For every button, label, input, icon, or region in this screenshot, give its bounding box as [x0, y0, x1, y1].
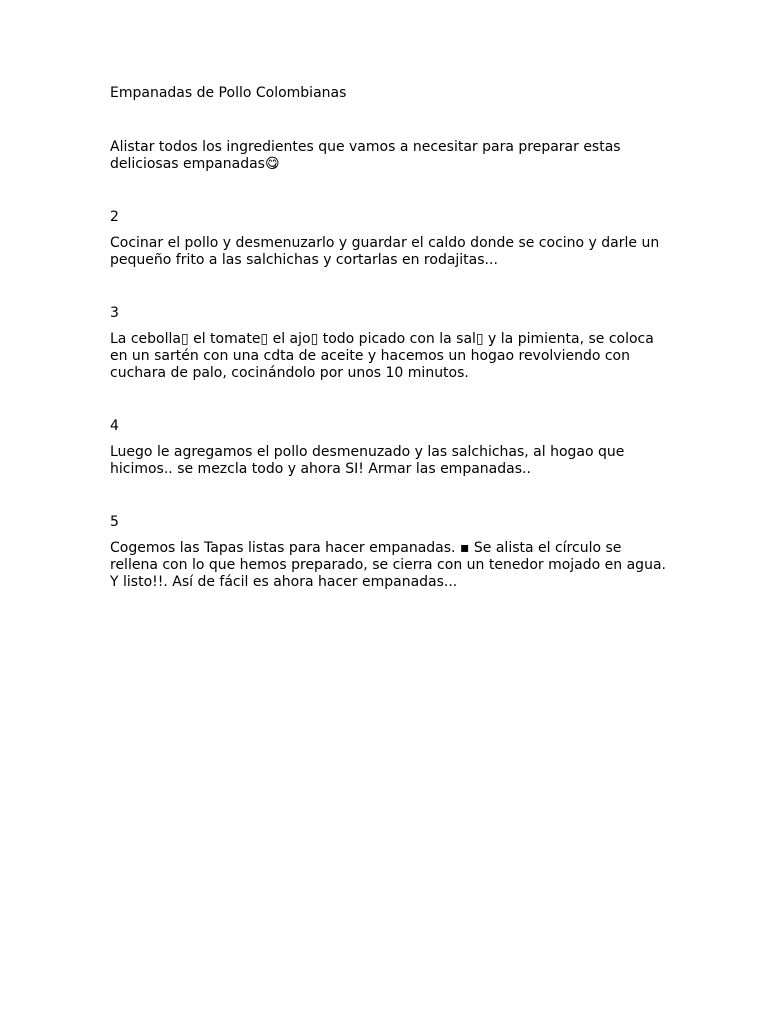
step-text: La cebolla▯ el tomate▯ el ajo▯ todo picado con la sal▯ y la pimienta, se coloca en un sartén con una cdta de aceite y hacemos un hogao revolviendo con cuchara de palo, cocinándolo por unos 10 minutos. [110, 331, 654, 381]
step-number: 3 [110, 305, 119, 321]
recipe-step-5 [110, 514, 670, 591]
step-number: 2 [110, 209, 119, 225]
step-text: Cogemos las Tapas listas para hacer empanadas. ▪ Se alista el círculo se rellena con lo que hemos preparado, se cierra con un tenedor mojado en agua. Y listo!!. Así de fácil es ahora hacer empanadas... [110, 540, 666, 590]
intro-paragraph: Alistar todos los ingredientes que vamos a necesitar para preparar estas deliciosas empanadas😋 [110, 139, 621, 172]
step-number: 4 [110, 418, 119, 434]
recipe-step-4 [110, 418, 670, 478]
recipe-step-3 [110, 305, 670, 382]
document-page [110, 85, 670, 591]
document-title: Empanadas de Pollo Colombianas [110, 85, 347, 101]
step-text: Luego le agregamos el pollo desmenuzado y las salchichas, al hogao que hicimos.. se mezcla todo y ahora SI! Armar las empanadas.. [110, 444, 625, 477]
step-text: Cocinar el pollo y desmenuzarlo y guardar el caldo donde se cocino y darle un pequeño frito a las salchichas y cortarlas en rodajitas... [110, 235, 660, 268]
recipe-step-2 [110, 209, 670, 269]
step-number: 5 [110, 514, 119, 530]
